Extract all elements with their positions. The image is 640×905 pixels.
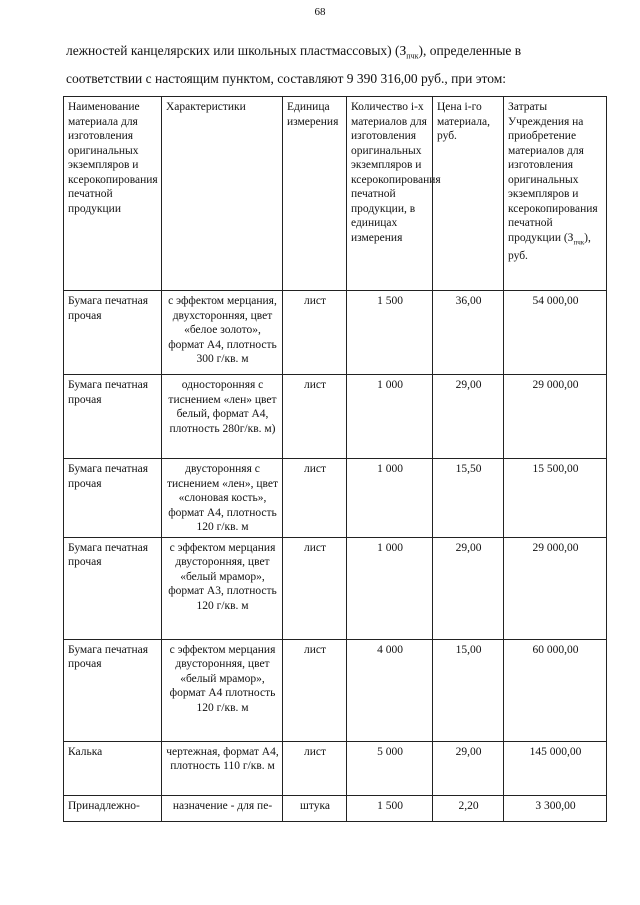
table-row xyxy=(64,795,607,821)
header-quantity: Количество i-х материалов для изготовления оригинальных экземпляров и ксерокопирования печатной продукции, в единицах измерения xyxy=(347,97,433,291)
cell-unit: штука xyxy=(283,795,347,821)
intro-line-1-subscript: пчк xyxy=(406,51,419,61)
cell-characteristics: чертежная, формат А4, плотность 110 г/кв. м xyxy=(162,741,283,795)
table-row xyxy=(64,375,607,459)
cell-cost: 15 500,00 xyxy=(504,459,607,538)
cell-cost: 145 000,00 xyxy=(504,741,607,795)
header-characteristics: Характеристики xyxy=(162,97,283,291)
intro-paragraph xyxy=(66,40,606,90)
cell-name: Бумага печатная прочая xyxy=(64,375,162,459)
cell-cost: 29 000,00 xyxy=(504,537,607,639)
cell-cost: 29 000,00 xyxy=(504,375,607,459)
cell-price: 36,00 xyxy=(433,291,504,375)
cell-price: 15,50 xyxy=(433,459,504,538)
cell-cost: 3 300,00 xyxy=(504,795,607,821)
cell-unit: лист xyxy=(283,291,347,375)
cell-name: Принадлежно- xyxy=(64,795,162,821)
intro-line-1-text: лежностей канцелярских или школьных пластмассовых) (З xyxy=(66,43,407,58)
cell-unit: лист xyxy=(283,639,347,741)
table-row xyxy=(64,291,607,375)
materials-table xyxy=(63,96,607,822)
cell-price: 29,00 xyxy=(433,741,504,795)
cell-characteristics: с эффектом мерцания двусторонняя, цвет «белый мрамор», формат А4 плотность 120 г/кв. м xyxy=(162,639,283,741)
table-header-row xyxy=(64,97,607,291)
cell-price: 29,00 xyxy=(433,537,504,639)
header-name: Наименование материала для изготовления оригинальных экземпляров и ксерокопирования печатной продукции xyxy=(64,97,162,291)
header-unit: Единица измерения xyxy=(283,97,347,291)
header-cost-text: Затраты Учреждения на приобретение материалов для изготовления оригинальных экземпляров и ксерокопирования печатной продукции (З xyxy=(508,101,598,244)
cell-characteristics: с эффектом мерцания, двухсторонняя, цвет «белое золото», формат А4, плотность 300 г/кв. м xyxy=(162,291,283,375)
table-row xyxy=(64,537,607,639)
page-number: 68 xyxy=(314,6,326,18)
header-cost-subscript: пчк xyxy=(573,237,585,246)
header-cost-end: ), руб. xyxy=(508,231,591,263)
cell-characteristics: двусторонняя с тиснением «лен», цвет «слоновая кость», формат А4, плотность 120 г/кв. м xyxy=(162,459,283,538)
cell-quantity: 1 000 xyxy=(347,375,433,459)
cell-unit: лист xyxy=(283,375,347,459)
cell-cost: 54 000,00 xyxy=(504,291,607,375)
header-cost xyxy=(504,97,607,291)
cell-price: 29,00 xyxy=(433,375,504,459)
cell-quantity: 1 000 xyxy=(347,459,433,538)
cell-price: 2,20 xyxy=(433,795,504,821)
cell-name: Бумага печатная прочая xyxy=(64,459,162,538)
cell-price: 15,00 xyxy=(433,639,504,741)
cell-characteristics: с эффектом мерцания двусторонняя, цвет «белый мрамор», формат А3, плотность 120 г/кв. м xyxy=(162,537,283,639)
cell-quantity: 1 000 xyxy=(347,537,433,639)
table-row xyxy=(64,639,607,741)
cell-unit: лист xyxy=(283,459,347,538)
intro-line-2: соответствии с настоящим пунктом, составляют 9 390 316,00 руб., при этом: xyxy=(66,70,506,86)
cell-quantity: 4 000 xyxy=(347,639,433,741)
cell-name: Бумага печатная прочая xyxy=(64,291,162,375)
table-row xyxy=(64,741,607,795)
cell-cost: 60 000,00 xyxy=(504,639,607,741)
cell-quantity: 5 000 xyxy=(347,741,433,795)
intro-line-1-end: ), определенные в xyxy=(418,43,522,58)
cell-unit: лист xyxy=(283,741,347,795)
table-row xyxy=(64,459,607,538)
cell-characteristics: односторонняя с тиснением «лен» цвет белый, формат А4, плотность 280г/кв. м) xyxy=(162,375,283,459)
header-price: Цена i-го материала, руб. xyxy=(433,97,504,291)
cell-name: Бумага печатная прочая xyxy=(64,639,162,741)
cell-quantity: 1 500 xyxy=(347,291,433,375)
cell-name: Калька xyxy=(64,741,162,795)
intro-line-1 xyxy=(66,40,606,68)
cell-quantity: 1 500 xyxy=(347,795,433,821)
cell-unit: лист xyxy=(283,537,347,639)
cell-name: Бумага печатная прочая xyxy=(64,537,162,639)
cell-characteristics: назначение - для пе- xyxy=(162,795,283,821)
